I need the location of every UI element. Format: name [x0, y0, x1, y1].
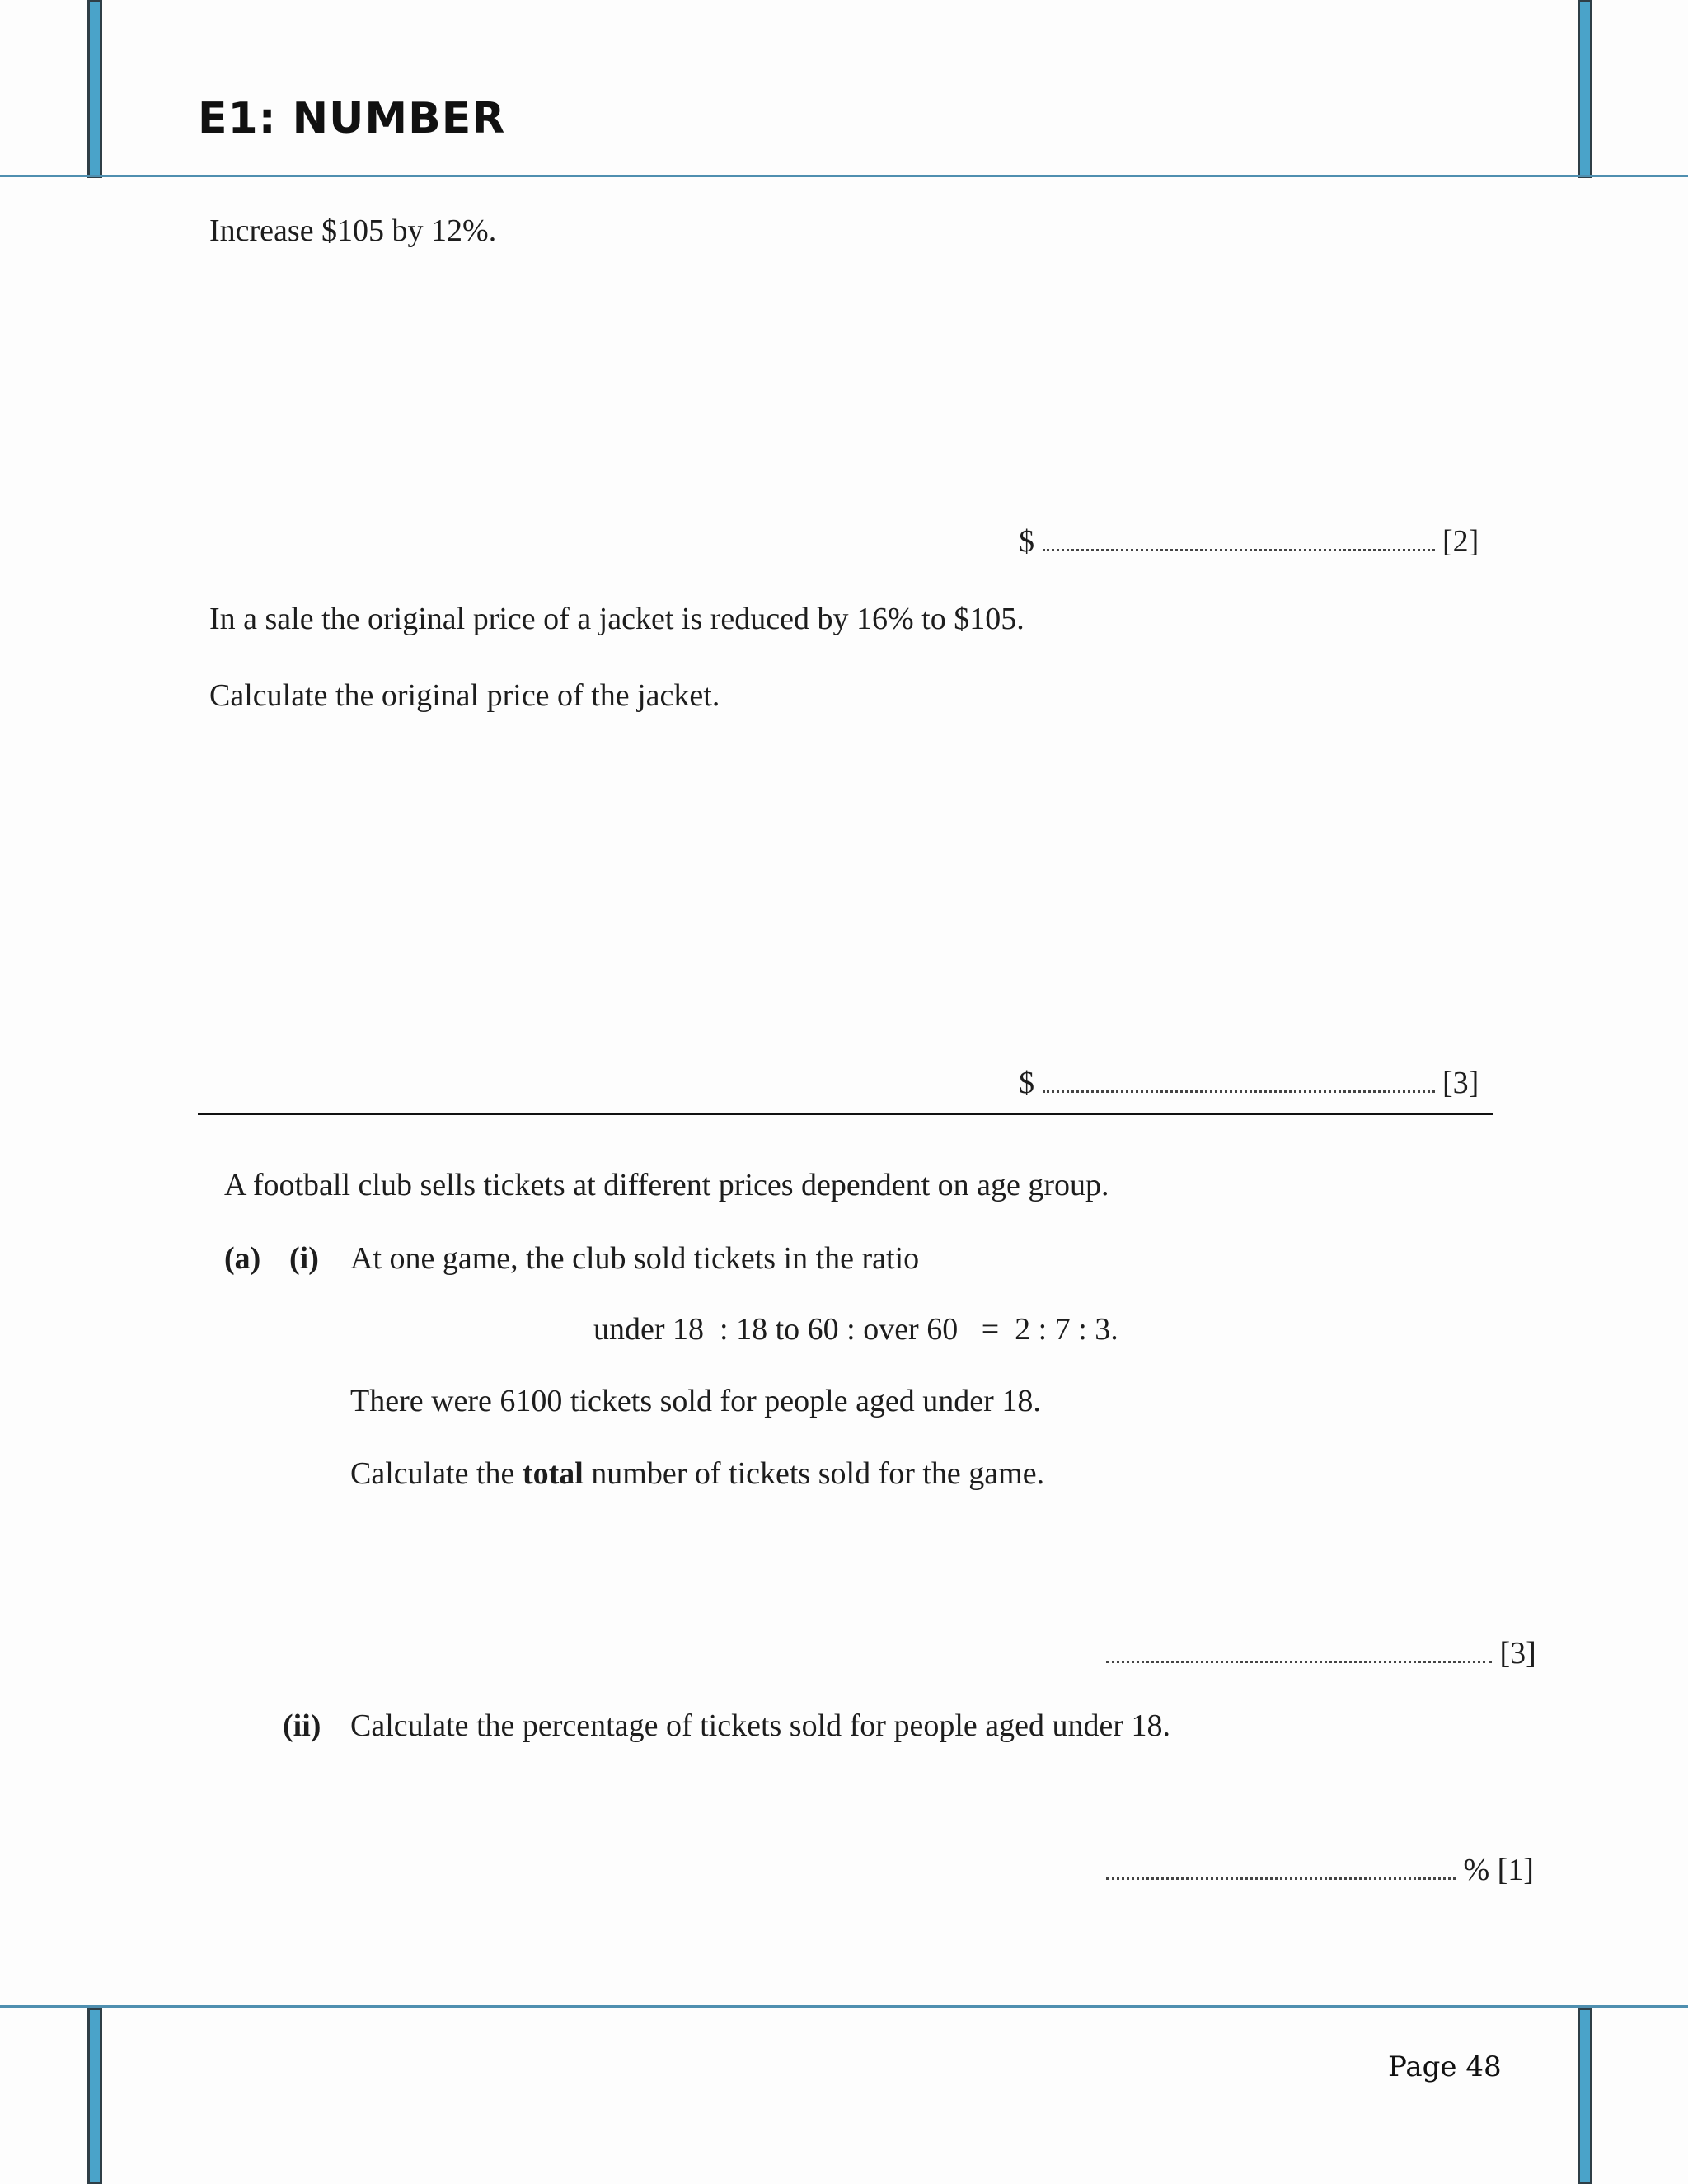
- q3-part-ii-label: (ii): [283, 1708, 321, 1743]
- q3-part-i-answer-line: [1106, 1638, 1536, 1669]
- q1-answer-line: [1019, 526, 1479, 557]
- q3-part-ii-text: Calculate the percentage of tickets sold for people aged under 18.: [350, 1708, 1170, 1743]
- q3-part-i-line3-bold: total: [522, 1456, 584, 1491]
- q2-answer-prefix: $: [1019, 1066, 1034, 1100]
- q1-answer-prefix: $: [1019, 524, 1034, 559]
- footer-rule: [0, 2005, 1688, 2008]
- q2-answer-dots: [1043, 1069, 1435, 1093]
- q1-text: Increase $105 by 12%.: [209, 213, 497, 248]
- page-title: E1: NUMBER: [198, 94, 506, 143]
- q1-marks: [2]: [1442, 524, 1479, 559]
- q3-part-i-line1: At one game, the club sold tickets in the ratio: [350, 1241, 920, 1276]
- frame-bar-bottom-right: [1578, 2008, 1592, 2184]
- page-number: Page 48: [1388, 2050, 1502, 2083]
- q3-part-ii-answer-line: [1106, 1854, 1534, 1886]
- q2-line2: Calculate the original price of the jacket.: [209, 678, 720, 713]
- q2-answer-line: [1019, 1067, 1479, 1099]
- q3-part-ii-suffix: %: [1463, 1853, 1490, 1887]
- header-rule: [0, 175, 1688, 177]
- q2-marks: [3]: [1442, 1066, 1479, 1100]
- q3-part-i-line3: [350, 1458, 1044, 1489]
- q3-part-a-label: (a): [224, 1241, 261, 1276]
- q3-part-ii-marks: [1]: [1497, 1853, 1534, 1887]
- q3-ratio: under 18 : 18 to 60 : over 60 = 2 : 7 : 3.: [593, 1312, 1118, 1347]
- q3-part-i-line3-pre: Calculate the: [350, 1456, 523, 1491]
- q2-line1: In a sale the original price of a jacket is reduced by 16% to $105.: [209, 602, 1025, 636]
- q3-part-i-line2: There were 6100 tickets sold for people aged under 18.: [350, 1384, 1041, 1418]
- q3-part-ii-answer-dots: [1106, 1856, 1456, 1880]
- q3-intro: A football club sells tickets at different prices dependent on age group.: [224, 1168, 1109, 1202]
- frame-bar-bottom-left: [87, 2008, 102, 2184]
- q1-answer-dots: [1043, 527, 1435, 551]
- frame-bar-top-right: [1578, 0, 1592, 178]
- q3-part-i-answer-dots: [1106, 1639, 1492, 1663]
- frame-bar-top-left: [87, 0, 102, 178]
- q3-part-i-marks: [3]: [1499, 1636, 1536, 1671]
- question-divider: [198, 1113, 1493, 1115]
- q3-part-i-label: (i): [289, 1241, 319, 1276]
- q3-part-i-line3-post: number of tickets sold for the game.: [583, 1456, 1045, 1491]
